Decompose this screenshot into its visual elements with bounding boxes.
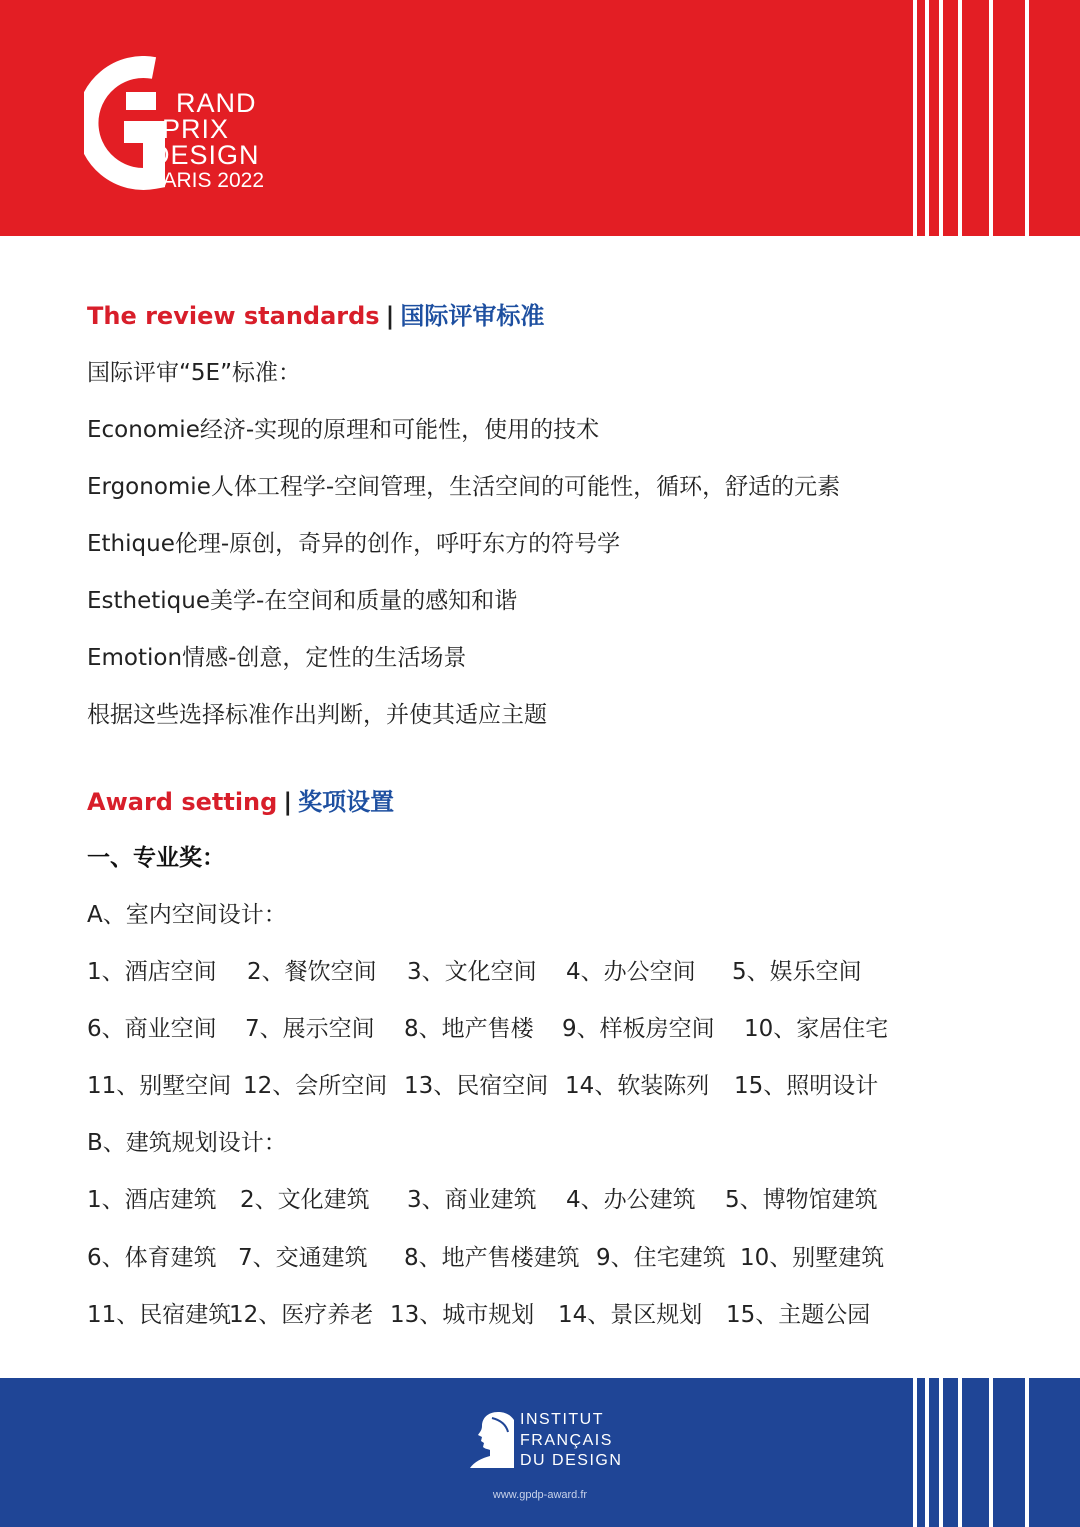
award-item: 11、别墅空间 — [87, 1073, 232, 1099]
award-item: 10、家居住宅 — [744, 1016, 889, 1042]
review-title-zh: 国际评审标准 — [400, 302, 545, 330]
award-item: 1、酒店空间 — [87, 959, 217, 985]
institute-name-line-3: DU DESIGN — [520, 1452, 623, 1469]
footer-stripe — [1025, 1378, 1029, 1527]
award-item: 5、博物馆建筑 — [725, 1187, 878, 1213]
award-item: 12、会所空间 — [243, 1073, 388, 1099]
award-item: 2、餐饮空间 — [247, 959, 377, 985]
award-item: 5、娱乐空间 — [732, 959, 862, 985]
award-item: 7、交通建筑 — [238, 1245, 368, 1271]
award-setting-title — [87, 782, 394, 817]
award-item: 13、民宿空间 — [404, 1073, 549, 1099]
header-stripe — [925, 0, 929, 236]
award-title-en: Award setting — [87, 788, 278, 816]
review-line: Emotion情感-创意，定性的生活场景 — [87, 645, 467, 671]
award-item: 4、办公建筑 — [566, 1187, 696, 1213]
review-line: Ergonomie人体工程学-空间管理，生活空间的可能性，循环，舒适的元素 — [87, 474, 841, 500]
award-item: 3、文化空间 — [407, 959, 537, 985]
award-item: 15、主题公园 — [726, 1302, 871, 1328]
footer-stripe — [989, 1378, 993, 1527]
award-item: 7、展示空间 — [245, 1016, 375, 1042]
institute-name-line-2: FRANÇAIS — [520, 1432, 613, 1449]
footer-stripe — [913, 1378, 917, 1527]
award-item: 14、软装陈列 — [565, 1073, 710, 1099]
category-heading: 一、专业奖： — [87, 845, 225, 871]
group-a-heading: A、室内空间设计： — [87, 902, 287, 928]
review-line: Economie经济-实现的原理和可能性，使用的技术 — [87, 417, 600, 443]
logo-line-prix: PRIX — [162, 114, 230, 144]
award-title-zh: 奖项设置 — [298, 788, 395, 816]
header-stripe — [989, 0, 993, 236]
award-item: 15、照明设计 — [734, 1073, 879, 1099]
award-item: 11、民宿建筑 — [87, 1302, 232, 1328]
award-item: 2、文化建筑 — [240, 1187, 370, 1213]
logo-line-paris-2022: PARIS 2022 — [150, 169, 265, 192]
website-url[interactable]: www.gpdp-award.fr — [492, 1489, 588, 1501]
award-item: 14、景区规划 — [558, 1302, 703, 1328]
award-item: 3、商业建筑 — [407, 1187, 537, 1213]
group-b-heading: B、建筑规划设计： — [87, 1130, 287, 1156]
review-title-en: The review standards — [87, 302, 380, 330]
review-line: 国际评审“5E”标准： — [87, 360, 301, 386]
institute-name-line-1: INSTITUT — [520, 1411, 604, 1428]
footer-stripe — [958, 1378, 962, 1527]
award-item: 1、酒店建筑 — [87, 1187, 217, 1213]
review-standards-title — [87, 296, 544, 331]
header-stripe — [958, 0, 962, 236]
title-separator: | — [283, 788, 293, 816]
footer-stripe — [939, 1378, 943, 1527]
review-line: Esthetique美学-在空间和质量的感知和谐 — [87, 588, 518, 614]
award-item: 10、别墅建筑 — [740, 1245, 885, 1271]
award-item: 8、地产售楼建筑 — [404, 1245, 580, 1271]
award-item: 4、办公空间 — [566, 959, 696, 985]
logo-line-rand: RAND — [176, 88, 257, 118]
award-item: 6、体育建筑 — [87, 1245, 217, 1271]
logo-line-design: DESIGN — [150, 140, 260, 170]
header-stripe — [1025, 0, 1029, 236]
title-separator: | — [385, 302, 395, 330]
award-item: 9、住宅建筑 — [596, 1245, 726, 1271]
header-stripe — [939, 0, 943, 236]
review-line: 根据这些选择标准作出判断，并使其适应主题 — [87, 702, 547, 728]
award-item: 9、样板房空间 — [562, 1016, 715, 1042]
award-item: 8、地产售楼 — [404, 1016, 534, 1042]
footer-stripe — [925, 1378, 929, 1527]
header-stripe — [913, 0, 917, 236]
review-line: Ethique伦理-原创，奇异的创作，呼吁东方的符号学 — [87, 531, 621, 557]
award-item: 13、城市规划 — [390, 1302, 535, 1328]
award-item: 12、医疗养老 — [229, 1302, 374, 1328]
award-item: 6、商业空间 — [87, 1016, 217, 1042]
institute-profile-logo-icon — [468, 1410, 514, 1470]
